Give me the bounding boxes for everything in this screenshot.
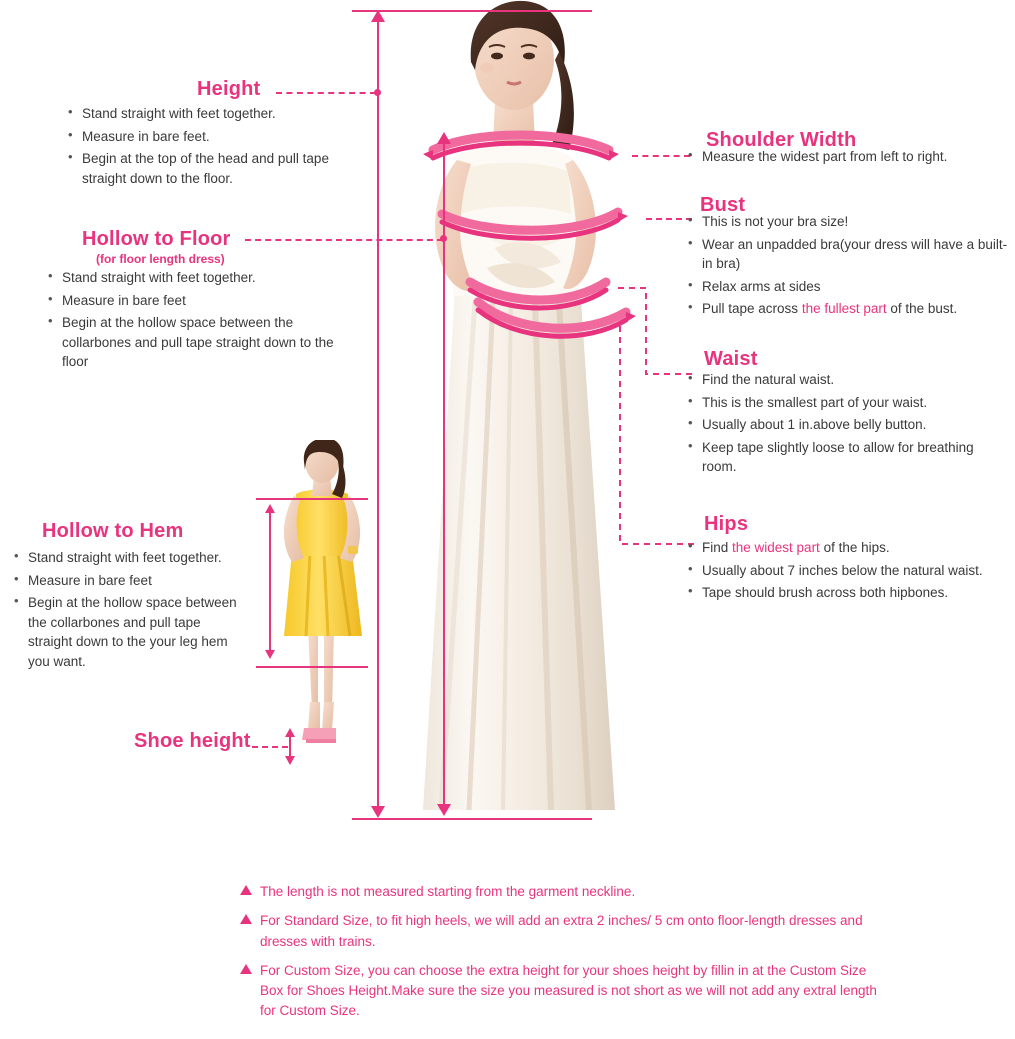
hollow-to-floor-connector <box>245 239 443 241</box>
list-item: • Relax arms at sides <box>688 277 1008 297</box>
height-connector <box>276 92 376 94</box>
list-item: • Measure in bare feet <box>48 291 338 311</box>
shoulder-connector <box>632 155 690 157</box>
hollow-to-hem-label: Hollow to Hem <box>42 520 184 542</box>
bust-label: Bust <box>700 194 746 216</box>
list-item: • Tape should brush across both hipbones. <box>688 583 1004 603</box>
note-item <box>240 882 880 902</box>
hollow-to-hem-bullets <box>14 548 246 674</box>
waist-bullets <box>688 370 998 480</box>
hips-bullets <box>688 538 1004 606</box>
height-label: Height <box>197 78 261 100</box>
shoulder-width-label: Shoulder Width <box>706 129 857 151</box>
shoulder-width-bullets <box>688 147 1008 170</box>
hips-highlight-post: of the hips. <box>819 540 890 555</box>
list-item: • Wear an unpadded bra(your dress will have a built-in bra) <box>688 235 1008 274</box>
list-item: • Begin at the top of the head and pull tape straight down to the floor. <box>68 149 358 188</box>
warning-triangle-icon <box>240 885 252 895</box>
bust-bullets <box>688 212 1008 322</box>
shoe-height-connector <box>252 746 288 748</box>
warning-triangle-icon <box>240 964 252 974</box>
hollow-to-floor-bullets <box>48 268 338 375</box>
list-item: • Measure in bare feet <box>14 571 246 591</box>
note-item <box>240 961 880 1022</box>
list-item: • Usually about 7 inches below the natural waist. <box>688 561 1004 581</box>
bust-tape-line <box>428 200 638 246</box>
model-photo-short-dress <box>262 440 382 770</box>
list-item: • Measure in bare feet. <box>68 127 358 147</box>
list-item: • This is not your bra size! <box>688 212 1008 232</box>
waist-label: Waist <box>704 348 758 370</box>
hips-highlight-pre: Find <box>702 540 733 555</box>
bust-highlight-post: of the bust. <box>886 301 958 317</box>
list-item: • Begin at the hollow space between the collarbones and pull tape straight down to the floor <box>48 313 338 372</box>
list-item: • Begin at the hollow space between the collarbones and pull tape straight down to the your leg hem you want. <box>14 593 246 671</box>
list-item: • Stand straight with feet together. <box>48 268 338 288</box>
list-item: • Keep tape slightly loose to allow for breathing room. <box>688 438 998 477</box>
note-text: For Custom Size, you can choose the extra height for your shoes height by fillin in at the Custom Size Box for Shoes Height.Make sure the size you measured is not short as we will not add any extral length for Custom Size. <box>260 962 877 1019</box>
hollow-to-floor-label: Hollow to Floor <box>82 228 231 250</box>
note-text: The length is not measured starting from the garment neckline. <box>260 884 636 899</box>
footer-notes <box>240 882 880 1031</box>
list-item: • Usually about 1 in.above belly button. <box>688 415 998 435</box>
note-item <box>240 911 880 952</box>
bust-highlight-pre: Pull tape across <box>702 301 802 317</box>
list-item: • Find the natural waist. <box>688 370 998 390</box>
list-item-highlight <box>688 299 1008 319</box>
shoe-height-label: Shoe height <box>134 730 251 752</box>
list-item: • Stand straight with feet together. <box>68 104 358 124</box>
bust-connector <box>646 218 692 220</box>
note-text: For Standard Size, to fit high heels, we will add an extra 2 inches/ 5 cm onto floor-length dresses and dresses with trains. <box>260 913 863 949</box>
hips-highlight-term: the widest part <box>732 540 820 555</box>
list-item: • Measure the widest part from left to right. <box>688 147 1008 167</box>
list-item-highlight <box>688 538 1004 558</box>
hips-label: Hips <box>704 513 749 535</box>
list-item: • Stand straight with feet together. <box>14 548 246 568</box>
bust-highlight-term: the fullest part <box>801 301 887 317</box>
height-bullets <box>68 104 358 191</box>
list-item: • This is the smallest part of your waist. <box>688 393 998 413</box>
hollow-to-floor-sublabel: (for floor length dress) <box>96 252 225 266</box>
warning-triangle-icon <box>240 914 252 924</box>
